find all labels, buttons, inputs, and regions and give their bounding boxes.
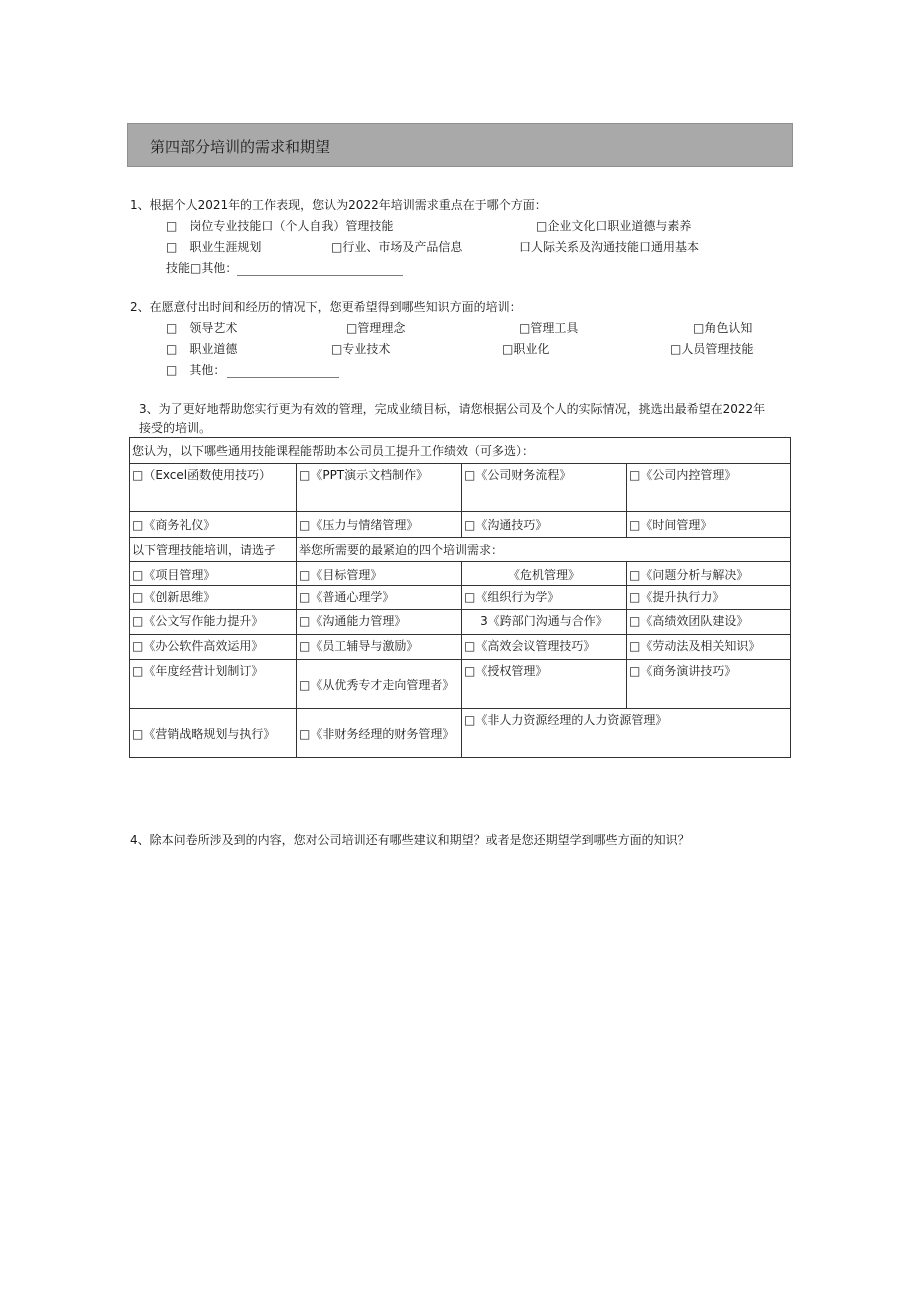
course-option[interactable]: □《组织行为学》 [462,586,627,610]
course-option[interactable]: □《办公软件高效运用》 [130,635,297,660]
table-row [130,635,791,660]
section-title: 第四部分培训的需求和期望 [150,138,331,156]
course-option[interactable]: 《危机管理》 [462,562,627,586]
q2-option-professional[interactable]: □职业化 [502,342,550,356]
course-option[interactable]: □《劳动法及相关知识》 [627,635,791,660]
mgmt-skills-header-left: 以下管理技能培训，请选孑 [130,538,297,562]
q1-option-industry[interactable]: □行业、市场及产品信息 [331,240,463,254]
q1-option-skills[interactable]: □ 岗位专业技能口（个人自我）管理技能 [166,219,394,233]
course-option[interactable]: □《问题分析与解决》 [627,562,791,586]
course-option[interactable]: □《创新思维》 [130,586,297,610]
question-4: 4、除本问卷所涉及到的内容，您对公司培训还有哪些建议和期望？或者是您还期望学到哪些方面的知识？ [130,833,690,847]
course-option[interactable]: □《PPT演示文档制作》 [297,464,462,512]
q2-other-input[interactable] [227,365,339,378]
table-row [130,660,791,709]
table-row [130,562,791,586]
course-option[interactable]: □《年度经营计划制订》 [130,660,297,709]
question-2: 2、在愿意付出时间和经历的情况下，您更希望得到哪些知识方面的培训： [130,300,522,314]
q1-other-input[interactable] [237,263,403,276]
course-option[interactable]: □《目标管理》 [297,562,462,586]
course-option[interactable]: □《沟通技巧》 [462,512,627,538]
q2-option-other[interactable] [166,361,339,378]
table-row [130,709,791,758]
course-option[interactable]: □《提升执行力》 [627,586,791,610]
course-option[interactable]: □《商务演讲技巧》 [627,660,791,709]
course-option[interactable]: □《高效会议管理技巧》 [462,635,627,660]
course-option[interactable]: □《普通心理学》 [297,586,462,610]
q2-option-technical[interactable]: □专业技术 [331,342,391,356]
section-header [127,123,793,167]
question-3-line2: 接受的培训。 [139,421,212,435]
q2-option-other-label: □ 其他： [166,363,226,377]
course-table [129,437,791,758]
course-option[interactable]: □《公文写作能力提升》 [130,610,297,635]
table-row [130,464,791,512]
course-option[interactable]: □《时间管理》 [627,512,791,538]
question-1: 1、根据个人2021年的工作表现，您认为2022年培训需求重点在于哪个方面： [130,198,547,212]
q2-option-role[interactable]: □角色认知 [693,321,753,335]
course-option[interactable]: □《非人力资源经理的人力资源管理》 [462,709,791,758]
q2-option-people-mgmt[interactable]: □人员管理技能 [670,342,754,356]
q1-option-career[interactable]: □ 职业生涯规划 [166,240,262,254]
course-option[interactable]: □《授权管理》 [462,660,627,709]
course-option[interactable]: □《营销战略规划与执行》 [130,709,297,758]
table-row [130,438,791,464]
q2-option-leadership[interactable]: □ 领导艺术 [166,321,238,335]
course-option[interactable]: □《员工辅导与激励》 [297,635,462,660]
general-skills-header: 您认为，以下哪些通用技能课程能帮助本公司员工提升工作绩效（可多选）： [130,438,791,464]
q2-option-mgmt-concept[interactable]: □管理理念 [346,321,406,335]
course-option[interactable]: □《沟通能力管理》 [297,610,462,635]
mgmt-skills-header-right: 举您所需要的最紧迫的四个培训需求： [297,538,791,562]
q1-option-interpersonal[interactable]: 口人际关系及沟通技能口通用基本 [519,240,700,254]
course-option[interactable]: □《非财务经理的财务管理》 [297,709,462,758]
course-option[interactable]: □《高绩效团队建设》 [627,610,791,635]
course-option[interactable]: □《公司内控管理》 [627,464,791,512]
course-option[interactable]: □《公司财务流程》 [462,464,627,512]
q1-option-other[interactable] [166,259,403,276]
course-option[interactable]: □《从优秀专才走向管理者》 [297,660,462,709]
q2-option-ethics[interactable]: □ 职业道德 [166,342,238,356]
table-row [130,586,791,610]
table-row [130,512,791,538]
table-row [130,538,791,562]
course-option[interactable]: □《项目管理》 [130,562,297,586]
question-3-line1: 3、为了更好地帮助您实行更为有效的管理，完成业绩目标，请您根据公司及个人的实际情况，挑选出最希望在2022年 [139,402,766,416]
q2-option-mgmt-tools[interactable]: □管理工具 [519,321,579,335]
q1-option-culture[interactable]: □企业文化口职业道德与素养 [536,219,692,233]
course-option[interactable]: □（Excel函数使用技巧） [130,464,297,512]
q1-option-other-label: 技能□其他： [166,261,238,275]
course-option[interactable]: □《压力与情绪管理》 [297,512,462,538]
table-row [130,610,791,635]
course-option[interactable]: 3《跨部门沟通与合作》 [462,610,627,635]
course-option[interactable]: □《商务礼仪》 [130,512,297,538]
